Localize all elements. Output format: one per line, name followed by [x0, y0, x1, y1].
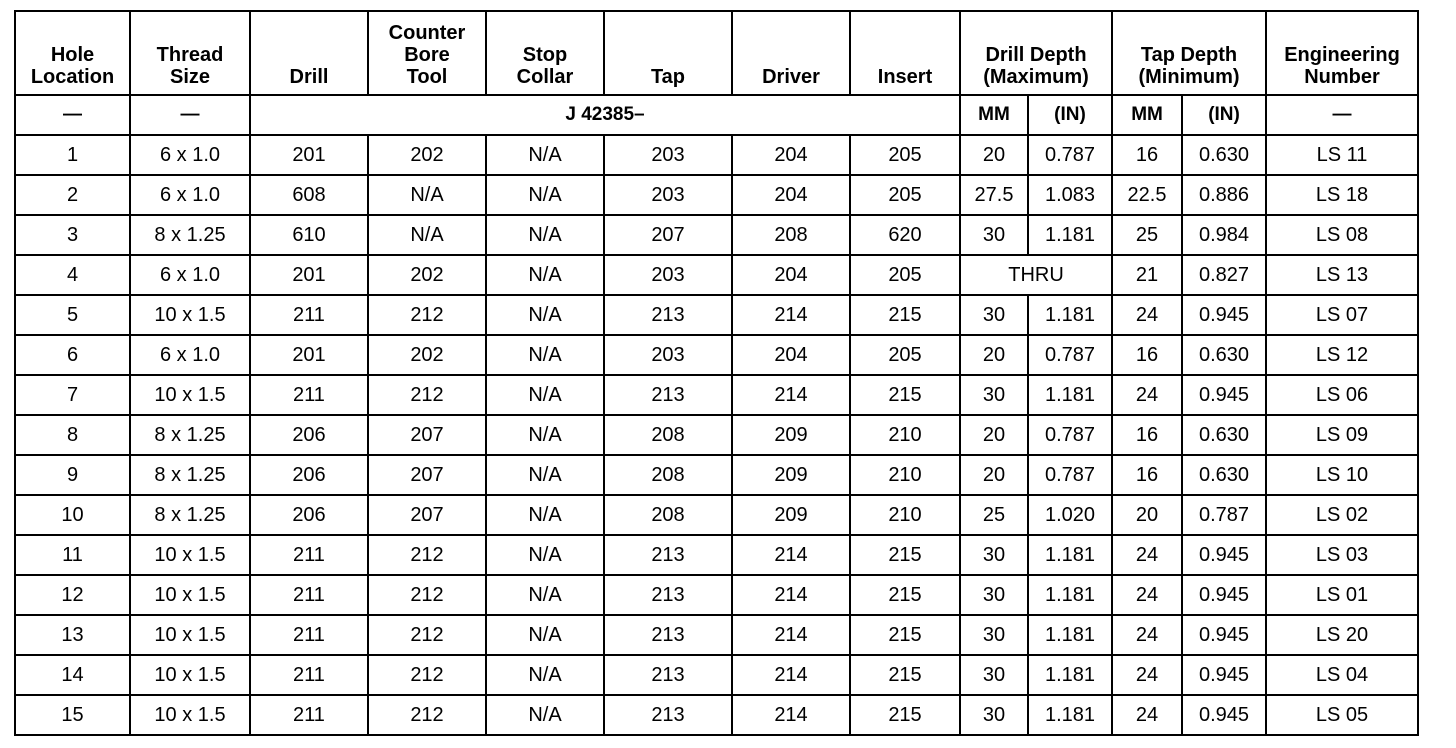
cell-drill: 206 [250, 455, 368, 495]
cell-counter-bore-tool: N/A [368, 175, 486, 215]
cell-tap-depth-in: 0.630 [1182, 455, 1266, 495]
cell-insert: 210 [850, 455, 960, 495]
cell-hole-location: 7 [15, 375, 130, 415]
cell-tap: 203 [604, 335, 732, 375]
cell-drill: 201 [250, 255, 368, 295]
cell-tap-depth-in: 0.945 [1182, 575, 1266, 615]
cell-insert: 205 [850, 175, 960, 215]
cell-stop-collar: N/A [486, 135, 604, 175]
cell-drill-depth-mm: 30 [960, 295, 1028, 335]
cell-hole-location: 15 [15, 695, 130, 735]
cell-tap-depth-mm: 24 [1112, 575, 1182, 615]
cell-drill-depth-mm: 27.5 [960, 175, 1028, 215]
cell-driver: 209 [732, 415, 850, 455]
cell-drill: 206 [250, 495, 368, 535]
cell-insert: 215 [850, 295, 960, 335]
table-row [15, 695, 1418, 735]
cell-drill: 211 [250, 655, 368, 695]
cell-insert: 205 [850, 135, 960, 175]
cell-tap-depth-in: 0.945 [1182, 295, 1266, 335]
cell-thread-size: 10 x 1.5 [130, 695, 250, 735]
cell-hole-location: 6 [15, 335, 130, 375]
table-row [15, 415, 1418, 455]
cell-tap-depth-in: 0.787 [1182, 495, 1266, 535]
cell-stop-collar: N/A [486, 415, 604, 455]
units-hole-location: — [15, 95, 130, 135]
cell-drill-depth-in: 0.787 [1028, 335, 1112, 375]
cell-counter-bore-tool: 207 [368, 415, 486, 455]
units-tap-depth-in: (IN) [1182, 95, 1266, 135]
cell-counter-bore-tool: 207 [368, 455, 486, 495]
cell-drill: 211 [250, 375, 368, 415]
cell-driver: 214 [732, 655, 850, 695]
cell-tap-depth-in: 0.945 [1182, 695, 1266, 735]
cell-tap: 213 [604, 655, 732, 695]
cell-stop-collar: N/A [486, 575, 604, 615]
cell-stop-collar: N/A [486, 655, 604, 695]
header-row [15, 11, 1418, 95]
table-row [15, 335, 1418, 375]
cell-driver: 214 [732, 375, 850, 415]
cell-insert: 205 [850, 335, 960, 375]
cell-engineering-number: LS 13 [1266, 255, 1418, 295]
cell-thread-size: 10 x 1.5 [130, 615, 250, 655]
cell-driver: 209 [732, 495, 850, 535]
cell-drill-depth-in: 1.181 [1028, 615, 1112, 655]
units-drill-depth-in: (IN) [1028, 95, 1112, 135]
cell-engineering-number: LS 02 [1266, 495, 1418, 535]
cell-tap-depth-in: 0.630 [1182, 335, 1266, 375]
cell-counter-bore-tool: 212 [368, 535, 486, 575]
cell-tap-depth-mm: 24 [1112, 615, 1182, 655]
table-row [15, 255, 1418, 295]
cell-engineering-number: LS 09 [1266, 415, 1418, 455]
cell-insert: 215 [850, 615, 960, 655]
cell-tap: 213 [604, 535, 732, 575]
header-insert: Insert [850, 11, 960, 95]
cell-drill: 211 [250, 295, 368, 335]
cell-stop-collar: N/A [486, 215, 604, 255]
cell-hole-location: 14 [15, 655, 130, 695]
cell-stop-collar: N/A [486, 175, 604, 215]
cell-drill-depth-in: 1.181 [1028, 655, 1112, 695]
cell-engineering-number: LS 20 [1266, 615, 1418, 655]
cell-stop-collar: N/A [486, 455, 604, 495]
cell-drill-depth-in: 0.787 [1028, 135, 1112, 175]
cell-tap-depth-in: 0.630 [1182, 135, 1266, 175]
cell-drill-depth-mm: 30 [960, 615, 1028, 655]
cell-drill: 201 [250, 335, 368, 375]
cell-driver: 214 [732, 295, 850, 335]
cell-insert: 215 [850, 375, 960, 415]
cell-counter-bore-tool: 212 [368, 695, 486, 735]
table-row [15, 655, 1418, 695]
cell-hole-location: 10 [15, 495, 130, 535]
cell-engineering-number: LS 04 [1266, 655, 1418, 695]
cell-thread-size: 10 x 1.5 [130, 655, 250, 695]
cell-hole-location: 4 [15, 255, 130, 295]
cell-tap-depth-in: 0.945 [1182, 655, 1266, 695]
cell-insert: 620 [850, 215, 960, 255]
cell-tap: 203 [604, 135, 732, 175]
cell-thread-size: 6 x 1.0 [130, 255, 250, 295]
cell-drill-depth-mm: 30 [960, 655, 1028, 695]
cell-tap-depth-mm: 24 [1112, 695, 1182, 735]
cell-tap-depth-mm: 22.5 [1112, 175, 1182, 215]
cell-insert: 210 [850, 415, 960, 455]
header-tap: Tap [604, 11, 732, 95]
cell-insert: 215 [850, 695, 960, 735]
cell-counter-bore-tool: 202 [368, 335, 486, 375]
cell-drill-depth-mm: 20 [960, 455, 1028, 495]
table-body [15, 95, 1418, 735]
units-row [15, 95, 1418, 135]
cell-tap-depth-in: 0.945 [1182, 535, 1266, 575]
cell-tap: 213 [604, 295, 732, 335]
cell-counter-bore-tool: 212 [368, 295, 486, 335]
cell-tap-depth-in: 0.886 [1182, 175, 1266, 215]
cell-thread-size: 6 x 1.0 [130, 135, 250, 175]
cell-drill-depth-mm: 30 [960, 695, 1028, 735]
cell-tap-depth-in: 0.984 [1182, 215, 1266, 255]
cell-tap: 207 [604, 215, 732, 255]
cell-thread-size: 8 x 1.25 [130, 415, 250, 455]
hole-specification-table [14, 10, 1419, 736]
cell-drill: 206 [250, 415, 368, 455]
header-hole-location: Hole Location [15, 11, 130, 95]
cell-counter-bore-tool: 212 [368, 375, 486, 415]
cell-thread-size: 10 x 1.5 [130, 295, 250, 335]
cell-drill-depth-mm: 30 [960, 215, 1028, 255]
cell-stop-collar: N/A [486, 255, 604, 295]
table-row [15, 535, 1418, 575]
cell-engineering-number: LS 05 [1266, 695, 1418, 735]
cell-drill-depth-in: 0.787 [1028, 455, 1112, 495]
cell-tap-depth-mm: 24 [1112, 295, 1182, 335]
units-engineering-number: — [1266, 95, 1418, 135]
cell-drill: 211 [250, 535, 368, 575]
header-counter-bore-tool: Counter Bore Tool [368, 11, 486, 95]
cell-tap: 208 [604, 415, 732, 455]
table-row [15, 615, 1418, 655]
cell-tap: 213 [604, 615, 732, 655]
cell-tap-depth-in: 0.945 [1182, 615, 1266, 655]
header-thread-size: Thread Size [130, 11, 250, 95]
cell-engineering-number: LS 12 [1266, 335, 1418, 375]
cell-engineering-number: LS 10 [1266, 455, 1418, 495]
header-driver: Driver [732, 11, 850, 95]
cell-drill: 610 [250, 215, 368, 255]
cell-counter-bore-tool: 212 [368, 575, 486, 615]
cell-counter-bore-tool: 202 [368, 135, 486, 175]
header-drill-depth: Drill Depth (Maximum) [960, 11, 1112, 95]
cell-thread-size: 6 x 1.0 [130, 175, 250, 215]
cell-tap-depth-mm: 24 [1112, 655, 1182, 695]
cell-drill-depth-in: 1.181 [1028, 295, 1112, 335]
cell-hole-location: 1 [15, 135, 130, 175]
cell-engineering-number: LS 11 [1266, 135, 1418, 175]
cell-insert: 215 [850, 575, 960, 615]
cell-tap-depth-mm: 20 [1112, 495, 1182, 535]
cell-stop-collar: N/A [486, 335, 604, 375]
cell-hole-location: 2 [15, 175, 130, 215]
cell-drill-depth-mm: 25 [960, 495, 1028, 535]
table-row [15, 215, 1418, 255]
cell-tap: 213 [604, 375, 732, 415]
cell-driver: 204 [732, 135, 850, 175]
cell-tap-depth-mm: 16 [1112, 335, 1182, 375]
cell-tap-depth-mm: 16 [1112, 455, 1182, 495]
cell-hole-location: 3 [15, 215, 130, 255]
cell-insert: 215 [850, 535, 960, 575]
cell-counter-bore-tool: 207 [368, 495, 486, 535]
cell-drill: 608 [250, 175, 368, 215]
table-row [15, 495, 1418, 535]
cell-driver: 204 [732, 335, 850, 375]
cell-tap-depth-in: 0.630 [1182, 415, 1266, 455]
table-row [15, 575, 1418, 615]
units-tap-depth-mm: MM [1112, 95, 1182, 135]
tool-number-prefix: J 42385– [250, 95, 960, 135]
cell-thread-size: 6 x 1.0 [130, 335, 250, 375]
cell-engineering-number: LS 03 [1266, 535, 1418, 575]
cell-engineering-number: LS 07 [1266, 295, 1418, 335]
cell-drill-depth-mm: 30 [960, 375, 1028, 415]
cell-engineering-number: LS 01 [1266, 575, 1418, 615]
cell-tap: 208 [604, 495, 732, 535]
cell-tap-depth-in: 0.827 [1182, 255, 1266, 295]
cell-tap-depth-mm: 21 [1112, 255, 1182, 295]
cell-driver: 214 [732, 535, 850, 575]
table-row [15, 135, 1418, 175]
cell-stop-collar: N/A [486, 535, 604, 575]
cell-drill: 211 [250, 615, 368, 655]
header-engineering-number: Engineering Number [1266, 11, 1418, 95]
cell-drill-depth-mm: 30 [960, 535, 1028, 575]
cell-drill: 211 [250, 695, 368, 735]
cell-tap-depth-mm: 16 [1112, 415, 1182, 455]
header-drill: Drill [250, 11, 368, 95]
cell-drill-depth-mm: 20 [960, 415, 1028, 455]
table-row [15, 295, 1418, 335]
cell-driver: 214 [732, 615, 850, 655]
cell-drill-depth-in: 1.181 [1028, 575, 1112, 615]
cell-tap: 203 [604, 175, 732, 215]
cell-counter-bore-tool: N/A [368, 215, 486, 255]
cell-hole-location: 12 [15, 575, 130, 615]
cell-thread-size: 8 x 1.25 [130, 215, 250, 255]
cell-driver: 209 [732, 455, 850, 495]
cell-insert: 205 [850, 255, 960, 295]
cell-driver: 214 [732, 695, 850, 735]
cell-hole-location: 8 [15, 415, 130, 455]
cell-driver: 204 [732, 255, 850, 295]
cell-hole-location: 9 [15, 455, 130, 495]
units-drill-depth-mm: MM [960, 95, 1028, 135]
header-tap-depth: Tap Depth (Minimum) [1112, 11, 1266, 95]
cell-thread-size: 8 x 1.25 [130, 495, 250, 535]
cell-tap: 213 [604, 695, 732, 735]
units-thread-size: — [130, 95, 250, 135]
cell-engineering-number: LS 08 [1266, 215, 1418, 255]
cell-drill-depth-in: 1.181 [1028, 695, 1112, 735]
cell-tap-depth-in: 0.945 [1182, 375, 1266, 415]
cell-engineering-number: LS 06 [1266, 375, 1418, 415]
cell-counter-bore-tool: 212 [368, 655, 486, 695]
header-stop-collar: Stop Collar [486, 11, 604, 95]
cell-drill-depth-in: 1.020 [1028, 495, 1112, 535]
cell-hole-location: 5 [15, 295, 130, 335]
table-row [15, 455, 1418, 495]
cell-stop-collar: N/A [486, 695, 604, 735]
cell-drill-depth-thru: THRU [960, 255, 1112, 295]
cell-drill-depth-mm: 20 [960, 335, 1028, 375]
cell-drill-depth-in: 1.083 [1028, 175, 1112, 215]
cell-drill-depth-mm: 20 [960, 135, 1028, 175]
cell-stop-collar: N/A [486, 495, 604, 535]
table-row [15, 175, 1418, 215]
cell-stop-collar: N/A [486, 295, 604, 335]
cell-thread-size: 10 x 1.5 [130, 535, 250, 575]
cell-tap: 208 [604, 455, 732, 495]
cell-stop-collar: N/A [486, 375, 604, 415]
cell-insert: 210 [850, 495, 960, 535]
cell-tap-depth-mm: 16 [1112, 135, 1182, 175]
spec-table-container [14, 10, 1419, 736]
cell-counter-bore-tool: 212 [368, 615, 486, 655]
cell-engineering-number: LS 18 [1266, 175, 1418, 215]
cell-driver: 204 [732, 175, 850, 215]
cell-tap: 203 [604, 255, 732, 295]
cell-thread-size: 10 x 1.5 [130, 575, 250, 615]
cell-drill-depth-in: 1.181 [1028, 215, 1112, 255]
cell-insert: 215 [850, 655, 960, 695]
cell-stop-collar: N/A [486, 615, 604, 655]
cell-hole-location: 11 [15, 535, 130, 575]
cell-drill: 211 [250, 575, 368, 615]
cell-tap: 213 [604, 575, 732, 615]
cell-drill-depth-in: 1.181 [1028, 535, 1112, 575]
cell-tap-depth-mm: 24 [1112, 535, 1182, 575]
cell-tap-depth-mm: 25 [1112, 215, 1182, 255]
cell-thread-size: 10 x 1.5 [130, 375, 250, 415]
table-row [15, 375, 1418, 415]
cell-drill: 201 [250, 135, 368, 175]
cell-hole-location: 13 [15, 615, 130, 655]
cell-tap-depth-mm: 24 [1112, 375, 1182, 415]
cell-driver: 208 [732, 215, 850, 255]
cell-drill-depth-mm: 30 [960, 575, 1028, 615]
cell-drill-depth-in: 0.787 [1028, 415, 1112, 455]
cell-driver: 214 [732, 575, 850, 615]
cell-drill-depth-in: 1.181 [1028, 375, 1112, 415]
cell-counter-bore-tool: 202 [368, 255, 486, 295]
cell-thread-size: 8 x 1.25 [130, 455, 250, 495]
